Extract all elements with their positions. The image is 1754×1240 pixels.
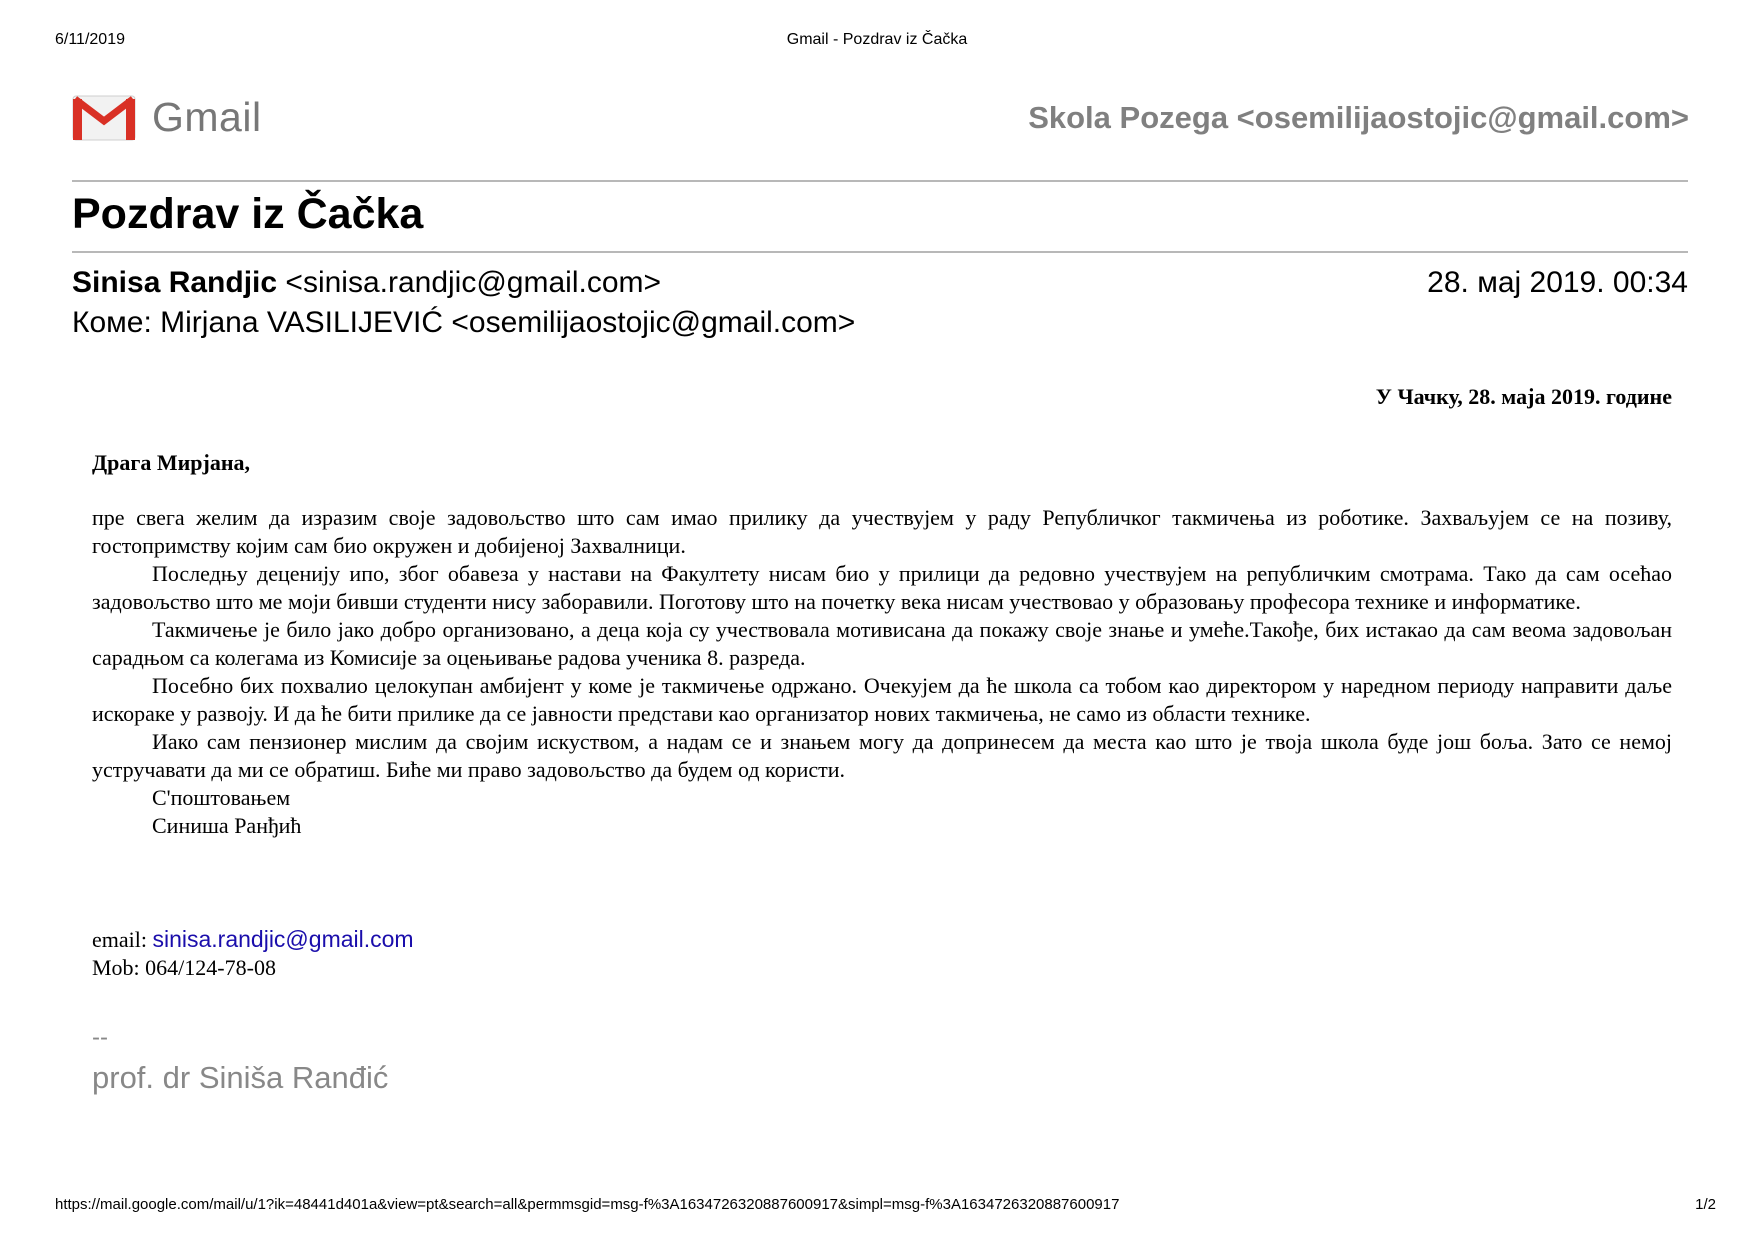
letter-paragraph: Последњу деценију ипо, због обавеза у настави на Факултету нисам био у прилици да редовно учествујем на републичким смотрама. Тако да сам осећао задовољство што ме моји бивши студенти нису заборавили. Поготову што на почетку века нисам учествовао у образовању професора технике и информатике.: [92, 561, 1672, 614]
letter-paragraph: пре свега желим да изразим своје задовољство што сам имао прилику да учествујем у раду Републичког такмичења из роботике. Захваљујем се на позиву, гостопримству којим сам био окружен и добијеној Захвалници.: [92, 505, 1672, 558]
signature-separator: --: [92, 1024, 108, 1051]
signature-name: prof. dr Siniša Ranđić: [92, 1060, 389, 1095]
letter-greeting: Драга Мирјана,: [92, 450, 251, 475]
contact-block: [92, 925, 414, 982]
letter-closing-name: Синиша Ранђић: [152, 813, 302, 838]
footer-url: https://mail.google.com/mail/u/1?ik=48441d401a&view=pt&search=all&permmsgid=msg-f%3A1634726320887600917&simpl=msg-f%3A1634726320887600917: [55, 1196, 1120, 1213]
letter-paragraph: Иако сам пензионер мислим да својим искуством, а надам се и знањем могу да допринесем да места као што је твоја школа буде још боља. Зато се немој устручавати да ми се обратиш. Биће ми право задовољство да будем од користи.: [92, 729, 1672, 782]
email-line: [92, 925, 414, 954]
print-date: 6/11/2019: [55, 31, 125, 48]
page-number: 1/2: [1695, 1196, 1716, 1213]
to-label: Коме:: [72, 306, 152, 339]
recipient: Mirjana VASILIJEVIĆ <osemilijaostojic@gmail.com>: [160, 306, 856, 339]
recipient-line: [72, 306, 855, 340]
divider: [72, 180, 1688, 182]
message-date: 28. мај 2019. 00:34: [1427, 266, 1688, 299]
letter-paragraph: Посебно бих похвалио целокупан амбијент у коме је такмичење одржано. Очекујем да ће школа са тобом као директором у наредном периоду направити даље искораке у развоју. И да ће бити прилике да се јавности представи као организатор нових такмичења, не само из области технике.: [92, 673, 1672, 726]
email-label: email:: [92, 927, 147, 952]
message-subject: Pozdrav iz Čačka: [72, 190, 424, 238]
mobile-line: Mob: 064/124-78-08: [92, 955, 276, 980]
gmail-logo[interactable]: [72, 94, 262, 141]
sender-email: <sinisa.randjic@gmail.com>: [285, 266, 662, 299]
gmail-envelope-icon: [72, 95, 136, 141]
gmail-wordmark: Gmail: [152, 94, 262, 140]
letter-paragraph: Такмичење је било јако добро организовано, а деца која су учествовала мотивисана да покажу своје знање и умеће.Такође, бих истакао да сам веома задовољан сарадњом са колегама из Комисије за оцењивање радова ученика 8. разреда.: [92, 617, 1672, 670]
sender-line: [72, 266, 661, 300]
print-title: Gmail - Pozdrav iz Čačka: [786, 31, 968, 48]
account-identity: Skola Pozega <osemilijaostojic@gmail.com>: [1028, 100, 1689, 135]
sender-name: Sinisa Randjic: [72, 266, 278, 299]
letter-body: [92, 504, 1672, 840]
divider: [72, 251, 1688, 253]
email-link[interactable]: sinisa.randjic@gmail.com: [152, 926, 414, 952]
letter-place-date: У Чачку, 28. маја 2019. године: [1375, 384, 1672, 409]
letter-closing: С'поштовањем: [152, 785, 291, 810]
